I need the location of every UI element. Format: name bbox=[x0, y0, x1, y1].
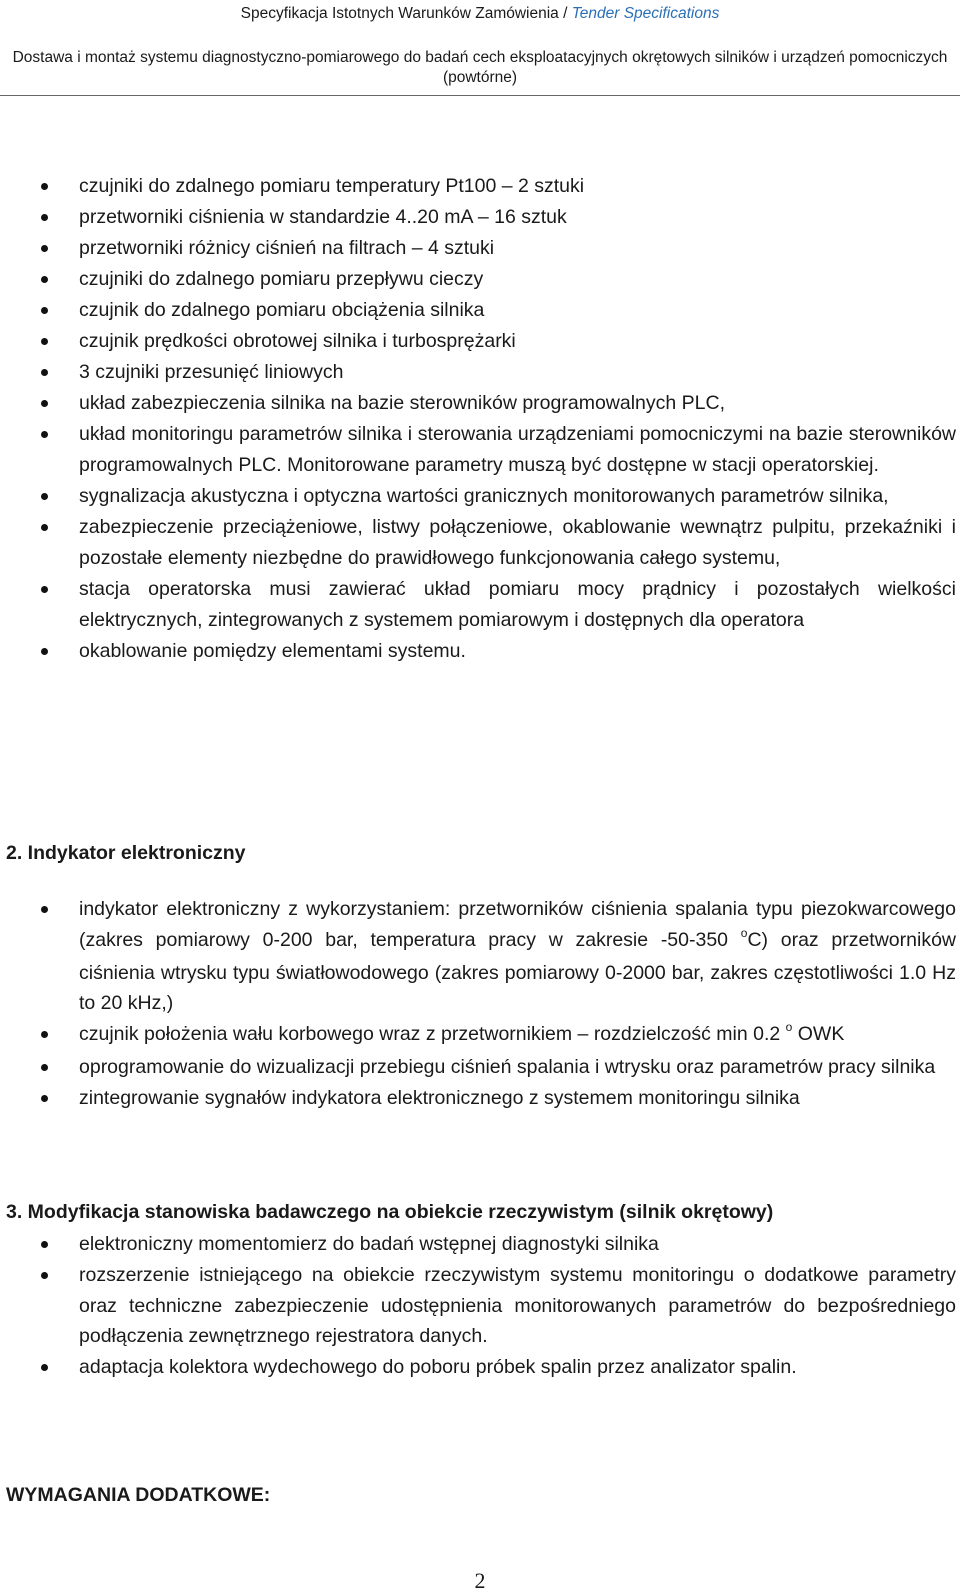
header-subtitle: Dostawa i montaż systemu diagnostyczno-pomiarowego do badań cech eksploatacyjnych okrętowych silników i urządzeń pomocniczych (powtórne) bbox=[12, 49, 948, 86]
list-item: adaptacja kolektora wydechowego do poboru próbek spalin przez analizator spalin. bbox=[0, 1352, 960, 1383]
bullet-icon bbox=[41, 369, 48, 376]
degree-superscript: o bbox=[740, 925, 748, 940]
list-item: oprogramowanie do wizualizacji przebiegu ciśnień spalania i wtrysku oraz parametrów pracy silnika bbox=[0, 1052, 960, 1083]
degree-superscript: o bbox=[785, 1020, 793, 1035]
header-divider bbox=[0, 95, 960, 96]
list-item: zintegrowanie sygnałów indykatora elektronicznego z systemem monitoringu silnika bbox=[0, 1083, 960, 1114]
list-item: czujniki do zdalnego pomiaru przepływu cieczy bbox=[0, 264, 960, 295]
bullet-icon bbox=[41, 1031, 48, 1038]
list-item: rozszerzenie istniejącego na obiekcie rzeczywistym systemu monitoringu o dodatkowe parametry oraz techniczne zabezpieczenie udostępnienia monitorowanych parametrów do bezpośredniego podłączenia zewnętrznego rejestratora danych. bbox=[0, 1260, 960, 1352]
bullet-icon bbox=[41, 1095, 48, 1102]
list-item: czujniki do zdalnego pomiaru temperatury Pt100 – 2 sztuki bbox=[0, 171, 960, 202]
list-item: czujnik do zdalnego pomiaru obciążenia silnika bbox=[0, 295, 960, 326]
bullet-icon bbox=[41, 276, 48, 283]
list-item: zabezpieczenie przeciążeniowe, listwy połączeniowe, okablowanie wewnątrz pulpitu, przekaźniki i pozostałe elementy niezbędne do prawidłowego funkcjonowania całego systemu, bbox=[0, 512, 960, 574]
list-item: czujnik położenia wału korbowego wraz z przetwornikiem – rozdzielczość min 0.2 $^o$ OWK bbox=[0, 1019, 960, 1052]
list-item: przetworniki różnicy ciśnień na filtrach – 4 sztuki bbox=[0, 233, 960, 264]
bullet-icon bbox=[41, 245, 48, 252]
additional-requirements-heading: WYMAGANIA DODATKOWE: bbox=[6, 1484, 271, 1506]
bullet-icon bbox=[41, 906, 48, 913]
bullet-icon bbox=[41, 1241, 48, 1248]
header-title-en: Tender Specifications bbox=[571, 5, 720, 22]
list-item: sygnalizacja akustyczna i optyczna wartości granicznych monitorowanych parametrów silnika, bbox=[0, 481, 960, 512]
list-item: 3 czujniki przesunięć liniowych bbox=[0, 357, 960, 388]
list-item: czujnik prędkości obrotowej silnika i turbosprężarki bbox=[0, 326, 960, 357]
bullet-icon bbox=[41, 1064, 48, 1071]
list-item: przetworniki ciśnienia w standardzie 4..20 mA – 16 sztuk bbox=[0, 202, 960, 233]
bullet-icon bbox=[41, 493, 48, 500]
list-item: układ zabezpieczenia silnika na bazie sterowników programowalnych PLC, bbox=[0, 388, 960, 419]
section-3-list bbox=[0, 1229, 960, 1383]
section-3-heading: 3. Modyfikacja stanowiska badawczego na obiekcie rzeczywistym (silnik okrętowy) bbox=[6, 1201, 774, 1223]
section-2-heading: 2. Indykator elektroniczny bbox=[6, 842, 246, 864]
list-item: elektroniczny momentomierz do badań wstępnej diagnostyki silnika bbox=[0, 1229, 960, 1260]
bullet-icon bbox=[41, 586, 48, 593]
list-item: okablowanie pomiędzy elementami systemu. bbox=[0, 636, 960, 667]
header-title bbox=[0, 5, 960, 23]
bullet-icon bbox=[41, 1364, 48, 1371]
bullet-icon bbox=[41, 431, 48, 438]
bullet-icon bbox=[41, 648, 48, 655]
bullet-icon bbox=[41, 338, 48, 345]
list-item: układ monitoringu parametrów silnika i sterowania urządzeniami pomocniczymi na bazie sterowników programowalnych PLC. Monitorowane parametry muszą być dostępne w stacji operatorskiej. bbox=[0, 419, 960, 481]
header-title-pl: Specyfikacja Istotnych Warunków Zamówienia / bbox=[240, 5, 572, 22]
list-item: indykator elektroniczny z wykorzystaniem: przetworników ciśnienia spalania typu piezokwarcowego (zakres pomiarowy 0-200 bar, temperatura pracy w zakresie -50-350 $^o$C) oraz przetworników ciśnienia wtrysku typu światłowodowego (zakres pomiarowy 0-2000 bar, zakres częstotliwości 1.0 Hz to 20 kHz,) bbox=[0, 894, 960, 1019]
page-number: 2 bbox=[474, 1568, 486, 1593]
bullet-icon bbox=[41, 1272, 48, 1279]
bullet-icon bbox=[41, 307, 48, 314]
equipment-list bbox=[0, 171, 960, 667]
list-item: stacja operatorska musi zawierać układ pomiaru mocy prądnicy i pozostałych wielkości elektrycznych, zintegrowanych z systemem pomiarowym i dostępnych dla operatora bbox=[0, 574, 960, 636]
section-2-list bbox=[0, 894, 960, 1114]
bullet-icon bbox=[41, 400, 48, 407]
bullet-icon bbox=[41, 524, 48, 531]
bullet-icon bbox=[41, 183, 48, 190]
bullet-icon bbox=[41, 214, 48, 221]
